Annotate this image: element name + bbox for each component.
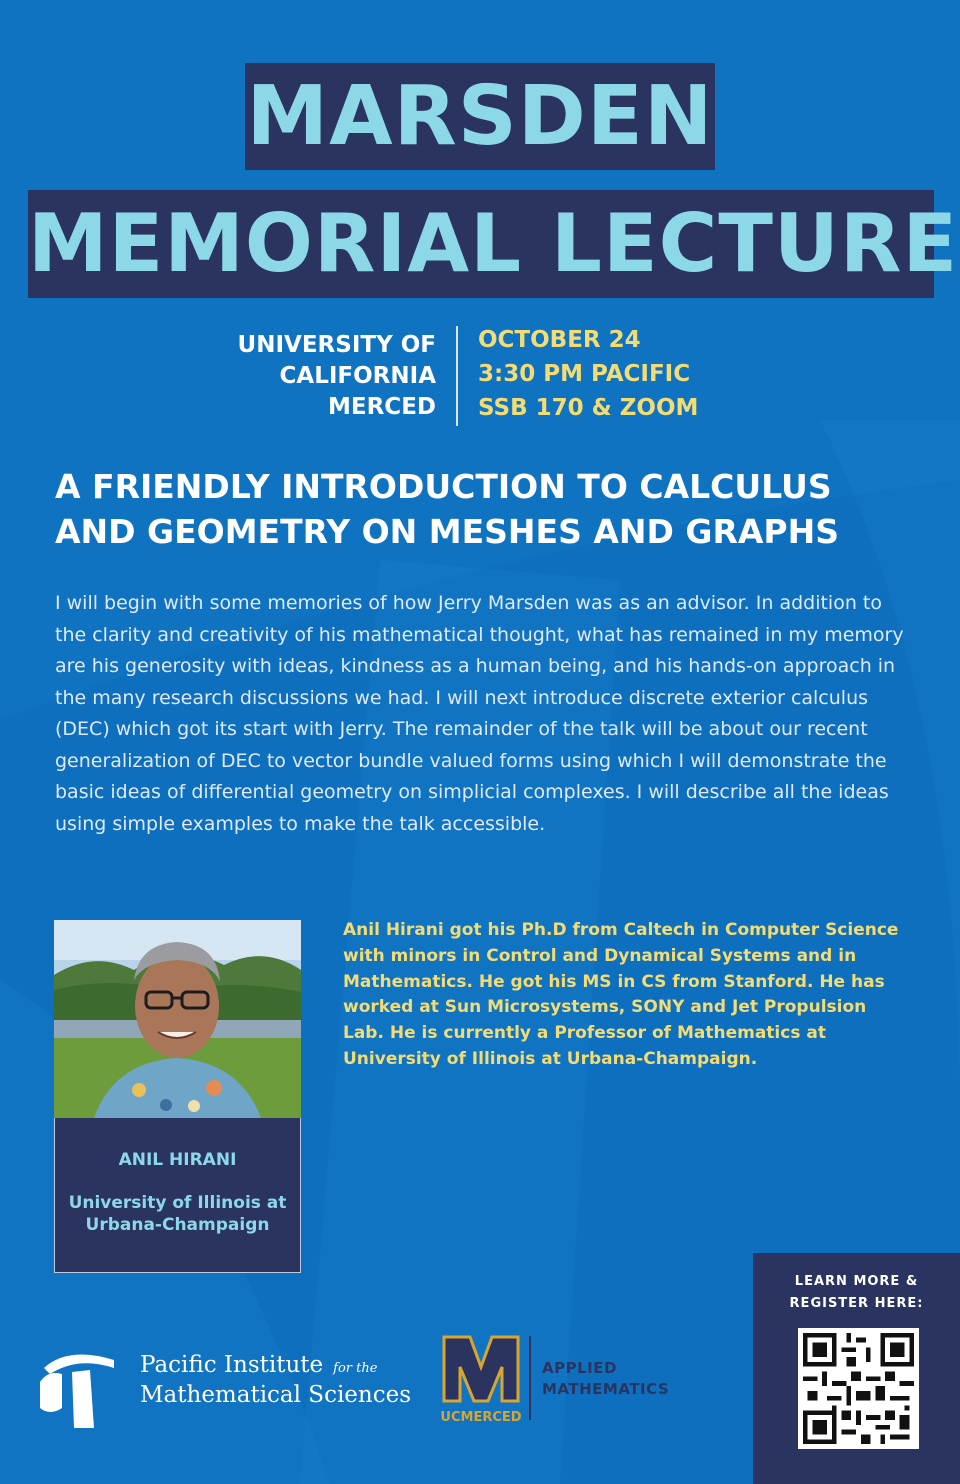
header-divider xyxy=(456,326,458,426)
qr-code-icon[interactable] xyxy=(798,1328,919,1449)
pims-line-2: Mathematical Sciences xyxy=(140,1382,412,1408)
speaker-photo xyxy=(54,920,301,1118)
speaker-affiliation: University of Illinois at Urbana-Champaign xyxy=(68,1193,287,1235)
ucmerced-wordmark: UCMERCED xyxy=(440,1410,522,1425)
title-line-1: MARSDEN xyxy=(245,63,715,170)
dept-line-1: APPLIED xyxy=(542,1359,617,1377)
talk-abstract: I will begin with some memories of how Jerry Marsden was as an advisor. In addition to the clarity and creativity of his mathematical thought, what has remained in my memory are his generosity with ideas, kindness as a human being, and his hands-on approach in the many research discussions we had. I will next introduce discrete exterior calculus (DEC) which got its start with Jerry. The remainder of the talk will be about our recent generalization of DEC to vector bundle valued forms using which I will demonstrate the basic ideas of differential geometry on simplicial complexes. I will describe all the ideas using simple examples to make the talk accessible. xyxy=(55,592,904,835)
dept-line-2: MATHEMATICS xyxy=(542,1380,670,1398)
registration-line-2: REGISTER HERE: xyxy=(789,1296,924,1311)
organization-block xyxy=(200,330,436,423)
org-line-2: CALIFORNIA xyxy=(279,363,436,389)
registration-label xyxy=(753,1271,960,1315)
speaker-bio: Anil Hirani got his Ph.D from Caltech in Computer Science with minors in Control and Dynamical Systems and in Mathematics. He got his MS in CS from Stanford. He has worked at Sun Microsystems, SONY and Jet Propulsion Lab. He is currently a Professor of Mathematics at University of Illinois at Urbana-Champaign. xyxy=(343,920,899,1069)
pims-name xyxy=(140,1352,440,1408)
ucmerced-logo-icon xyxy=(440,1333,522,1425)
event-location: SSB 170 & ZOOM xyxy=(478,395,699,421)
event-details xyxy=(478,323,798,425)
talk-title: A FRIENDLY INTRODUCTION TO CALCULUS AND GEOMETRY ON MESHES AND GRAPHS xyxy=(55,467,839,551)
applied-math-label xyxy=(542,1358,722,1400)
registration-panel xyxy=(753,1253,960,1484)
registration-line-1: LEARN MORE & xyxy=(794,1274,919,1289)
event-time: 3:30 PM PACIFIC xyxy=(478,361,691,387)
pims-line-1: Pacific Institute xyxy=(140,1352,324,1378)
pims-for: for the xyxy=(333,1361,378,1376)
org-line-1: UNIVERSITY OF xyxy=(237,332,436,358)
speaker-name: ANIL HIRANI xyxy=(118,1150,237,1170)
event-date: OCTOBER 24 xyxy=(478,327,641,353)
sponsor-divider xyxy=(529,1336,531,1420)
pims-logo-icon xyxy=(38,1338,118,1430)
org-line-3: MERCED xyxy=(328,394,436,420)
title-line-2: MEMORIAL LECTURE xyxy=(28,190,934,298)
speaker-caption xyxy=(54,1117,301,1273)
